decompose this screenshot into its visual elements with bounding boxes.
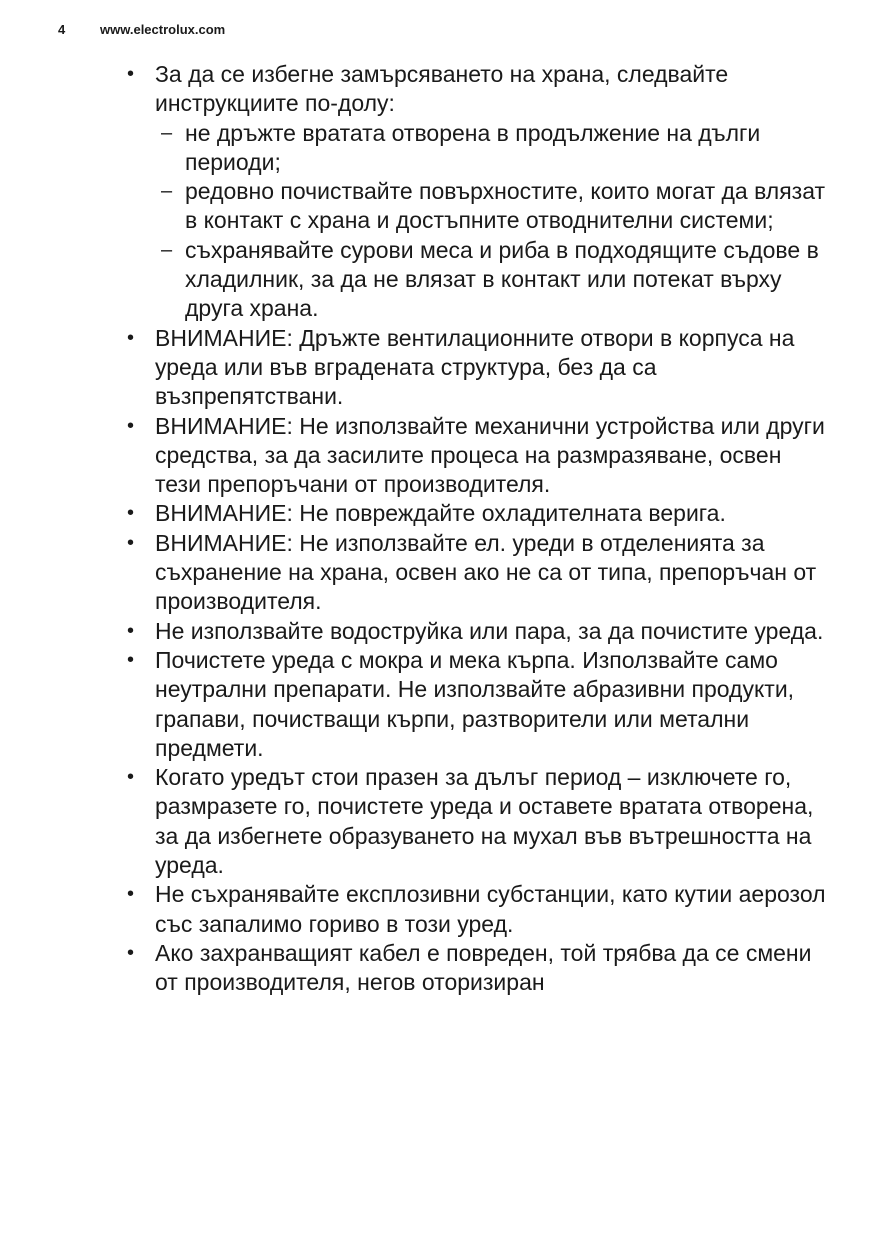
list-item: [127, 529, 827, 617]
bullet-icon: •: [127, 414, 135, 437]
sub-list-item: [155, 177, 827, 236]
list-item-text: Когато уредът стои празен за дълъг период – изключете го, размразете го, почистете уреда и оставете вратата отворена, за да избегнете образуването на мухал във вътрешността на уреда.: [155, 764, 814, 879]
list-item-text: ВНИМАНИЕ: Не повреждайте охладителната верига.: [155, 500, 726, 527]
list-item-text: Почистете уреда с мокра и мека кърпа. Използвайте само неутрални препарати. Не използвайте абразивни продукти, грапави, почистващи кърпи, разтворители или метални предмети.: [155, 646, 795, 761]
list-item: [127, 499, 827, 528]
dash-icon: –: [161, 180, 173, 203]
dash-icon: –: [161, 238, 173, 261]
bullet-icon: •: [127, 502, 135, 525]
list-item: [127, 880, 827, 939]
page-number: 4: [58, 22, 66, 37]
bullet-list: [127, 60, 827, 998]
safety-instructions: [127, 60, 827, 998]
list-item-text: ВНИМАНИЕ: Не използвайте ел. уреди в отделенията за съхранение на храна, освен ако не са от типа, препоръчан от производителя.: [155, 529, 817, 615]
sub-list-item-text: редовно почиствайте повърхностите, които могат да влязат в контакт с храна и достъпните отводнителни системи;: [185, 178, 826, 234]
list-item: [127, 617, 827, 646]
page-header: [58, 22, 225, 37]
list-item-text: Ако захранващият кабел е повреден, той трябва да се смени от производителя, негов оторизиран: [155, 939, 812, 996]
bullet-icon: •: [127, 941, 135, 964]
dash-icon: –: [161, 121, 173, 144]
list-item: [127, 60, 827, 324]
bullet-icon: •: [127, 63, 135, 85]
sub-list-item: [155, 119, 827, 178]
list-item: [127, 763, 827, 880]
list-item-text: ВНИМАНИЕ: Дръжте вентилационните отвори в корпуса на уреда или във вградената структура, без да са възпрепятствани.: [155, 324, 795, 410]
website-link[interactable]: www.electrolux.com: [100, 22, 226, 37]
list-item: [127, 939, 827, 998]
sub-list-item-text: съхранявайте сурови меса и риба в подходящите съдове в хладилник, за да не влязат в контакт или потекат върху друга храна.: [185, 236, 819, 322]
list-item-text: Не съхранявайте експлозивни субстанции, като кутии аерозол със запалимо гориво в този уред.: [155, 881, 826, 937]
bullet-icon: •: [127, 648, 135, 671]
bullet-icon: •: [127, 326, 135, 349]
list-item: [127, 412, 827, 500]
list-item: [127, 324, 827, 412]
list-item-text: За да се избегне замърсяването на храна, следвайте инструкциите по-долу:: [155, 61, 729, 117]
list-item: [127, 646, 827, 763]
list-item-text: Не използвайте водоструйка или пара, за да почистите уреда.: [155, 617, 824, 644]
sub-list-item-text: не дръжте вратата отворена в продължение на дълги периоди;: [185, 119, 761, 175]
bullet-icon: •: [127, 619, 135, 642]
bullet-icon: •: [127, 883, 135, 906]
bullet-icon: •: [127, 766, 135, 789]
sub-list-item: [155, 236, 827, 324]
bullet-icon: •: [127, 531, 135, 554]
list-item-text: ВНИМАНИЕ: Не използвайте механични устройства или други средства, за да засилите процеса на размразяване, освен тези препоръчани от производителя.: [155, 412, 825, 498]
sub-list: [155, 119, 827, 324]
